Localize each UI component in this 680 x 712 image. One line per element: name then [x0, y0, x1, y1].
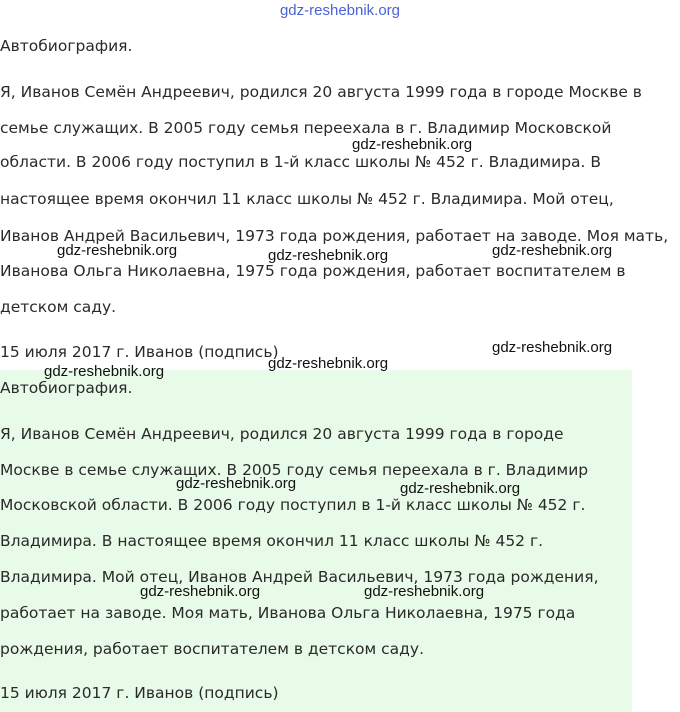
text-line: работает на заводе. Моя мать, Иванова Ольга Николаевна, 1975 года: [0, 604, 576, 622]
text-line: Москве в семье служащих. В 2005 году семья переехала в г. Владимир: [0, 461, 589, 479]
site-header-link[interactable]: gdz-reshebnik.org: [279, 2, 401, 19]
text-line: Владимира. Мой отец, Иванов Андрей Васильевич, 1973 года рождения,: [0, 568, 599, 586]
text-line: рождения, работает воспитателем в детском саду.: [0, 640, 424, 658]
text-line: детском саду.: [0, 298, 117, 316]
text-line: Иванова Ольга Николаевна, 1975 года рождения, работает воспитателем в: [0, 262, 626, 280]
signature: 15 июля 2017 г. Иванов (подпись): [0, 343, 279, 361]
watermark: gdz-reshebnik.org: [140, 583, 261, 600]
text-line: Иванов Андрей Васильевич, 1973 года рождения, работает на заводе. Моя мать,: [0, 227, 669, 245]
watermark: gdz-reshebnik.org: [352, 136, 473, 153]
text-line: семье служащих. В 2005 году семья переехала в г. Владимир Московской: [0, 119, 612, 137]
text-line: Я, Иванов Семён Андреевич, родился 20 августа 1999 года в городе Москве в: [0, 83, 642, 101]
watermark: gdz-reshebnik.org: [57, 242, 178, 259]
watermark: gdz-reshebnik.org: [400, 480, 521, 497]
watermark: gdz-reshebnik.org: [268, 355, 389, 372]
title: Автобиография.: [0, 37, 133, 55]
text-line: Я, Иванов Семён Андреевич, родился 20 августа 1999 года в городе: [0, 425, 564, 443]
text-line: настоящее время окончил 11 класс школы № 452 г. Владимира. Мой отец,: [0, 190, 614, 208]
watermark: gdz-reshebnik.org: [492, 242, 613, 259]
text-line: области. В 2006 году поступил в 1-й класс школы № 452 г. Владимира. В: [0, 153, 602, 171]
watermark: gdz-reshebnik.org: [492, 339, 613, 356]
watermark: gdz-reshebnik.org: [268, 247, 389, 264]
title: Автобиография.: [0, 379, 133, 397]
watermark: gdz-reshebnik.org: [44, 363, 165, 380]
watermark: gdz-reshebnik.org: [364, 583, 485, 600]
watermark: gdz-reshebnik.org: [176, 475, 297, 492]
signature: 15 июля 2017 г. Иванов (подпись): [0, 684, 279, 702]
autobiography-highlighted: [0, 370, 632, 712]
text-line: Московской области. В 2006 году поступил в 1-й класс школы № 452 г.: [0, 496, 586, 514]
text-line: Владимира. В настоящее время окончил 11 класс школы № 452 г.: [0, 532, 544, 550]
